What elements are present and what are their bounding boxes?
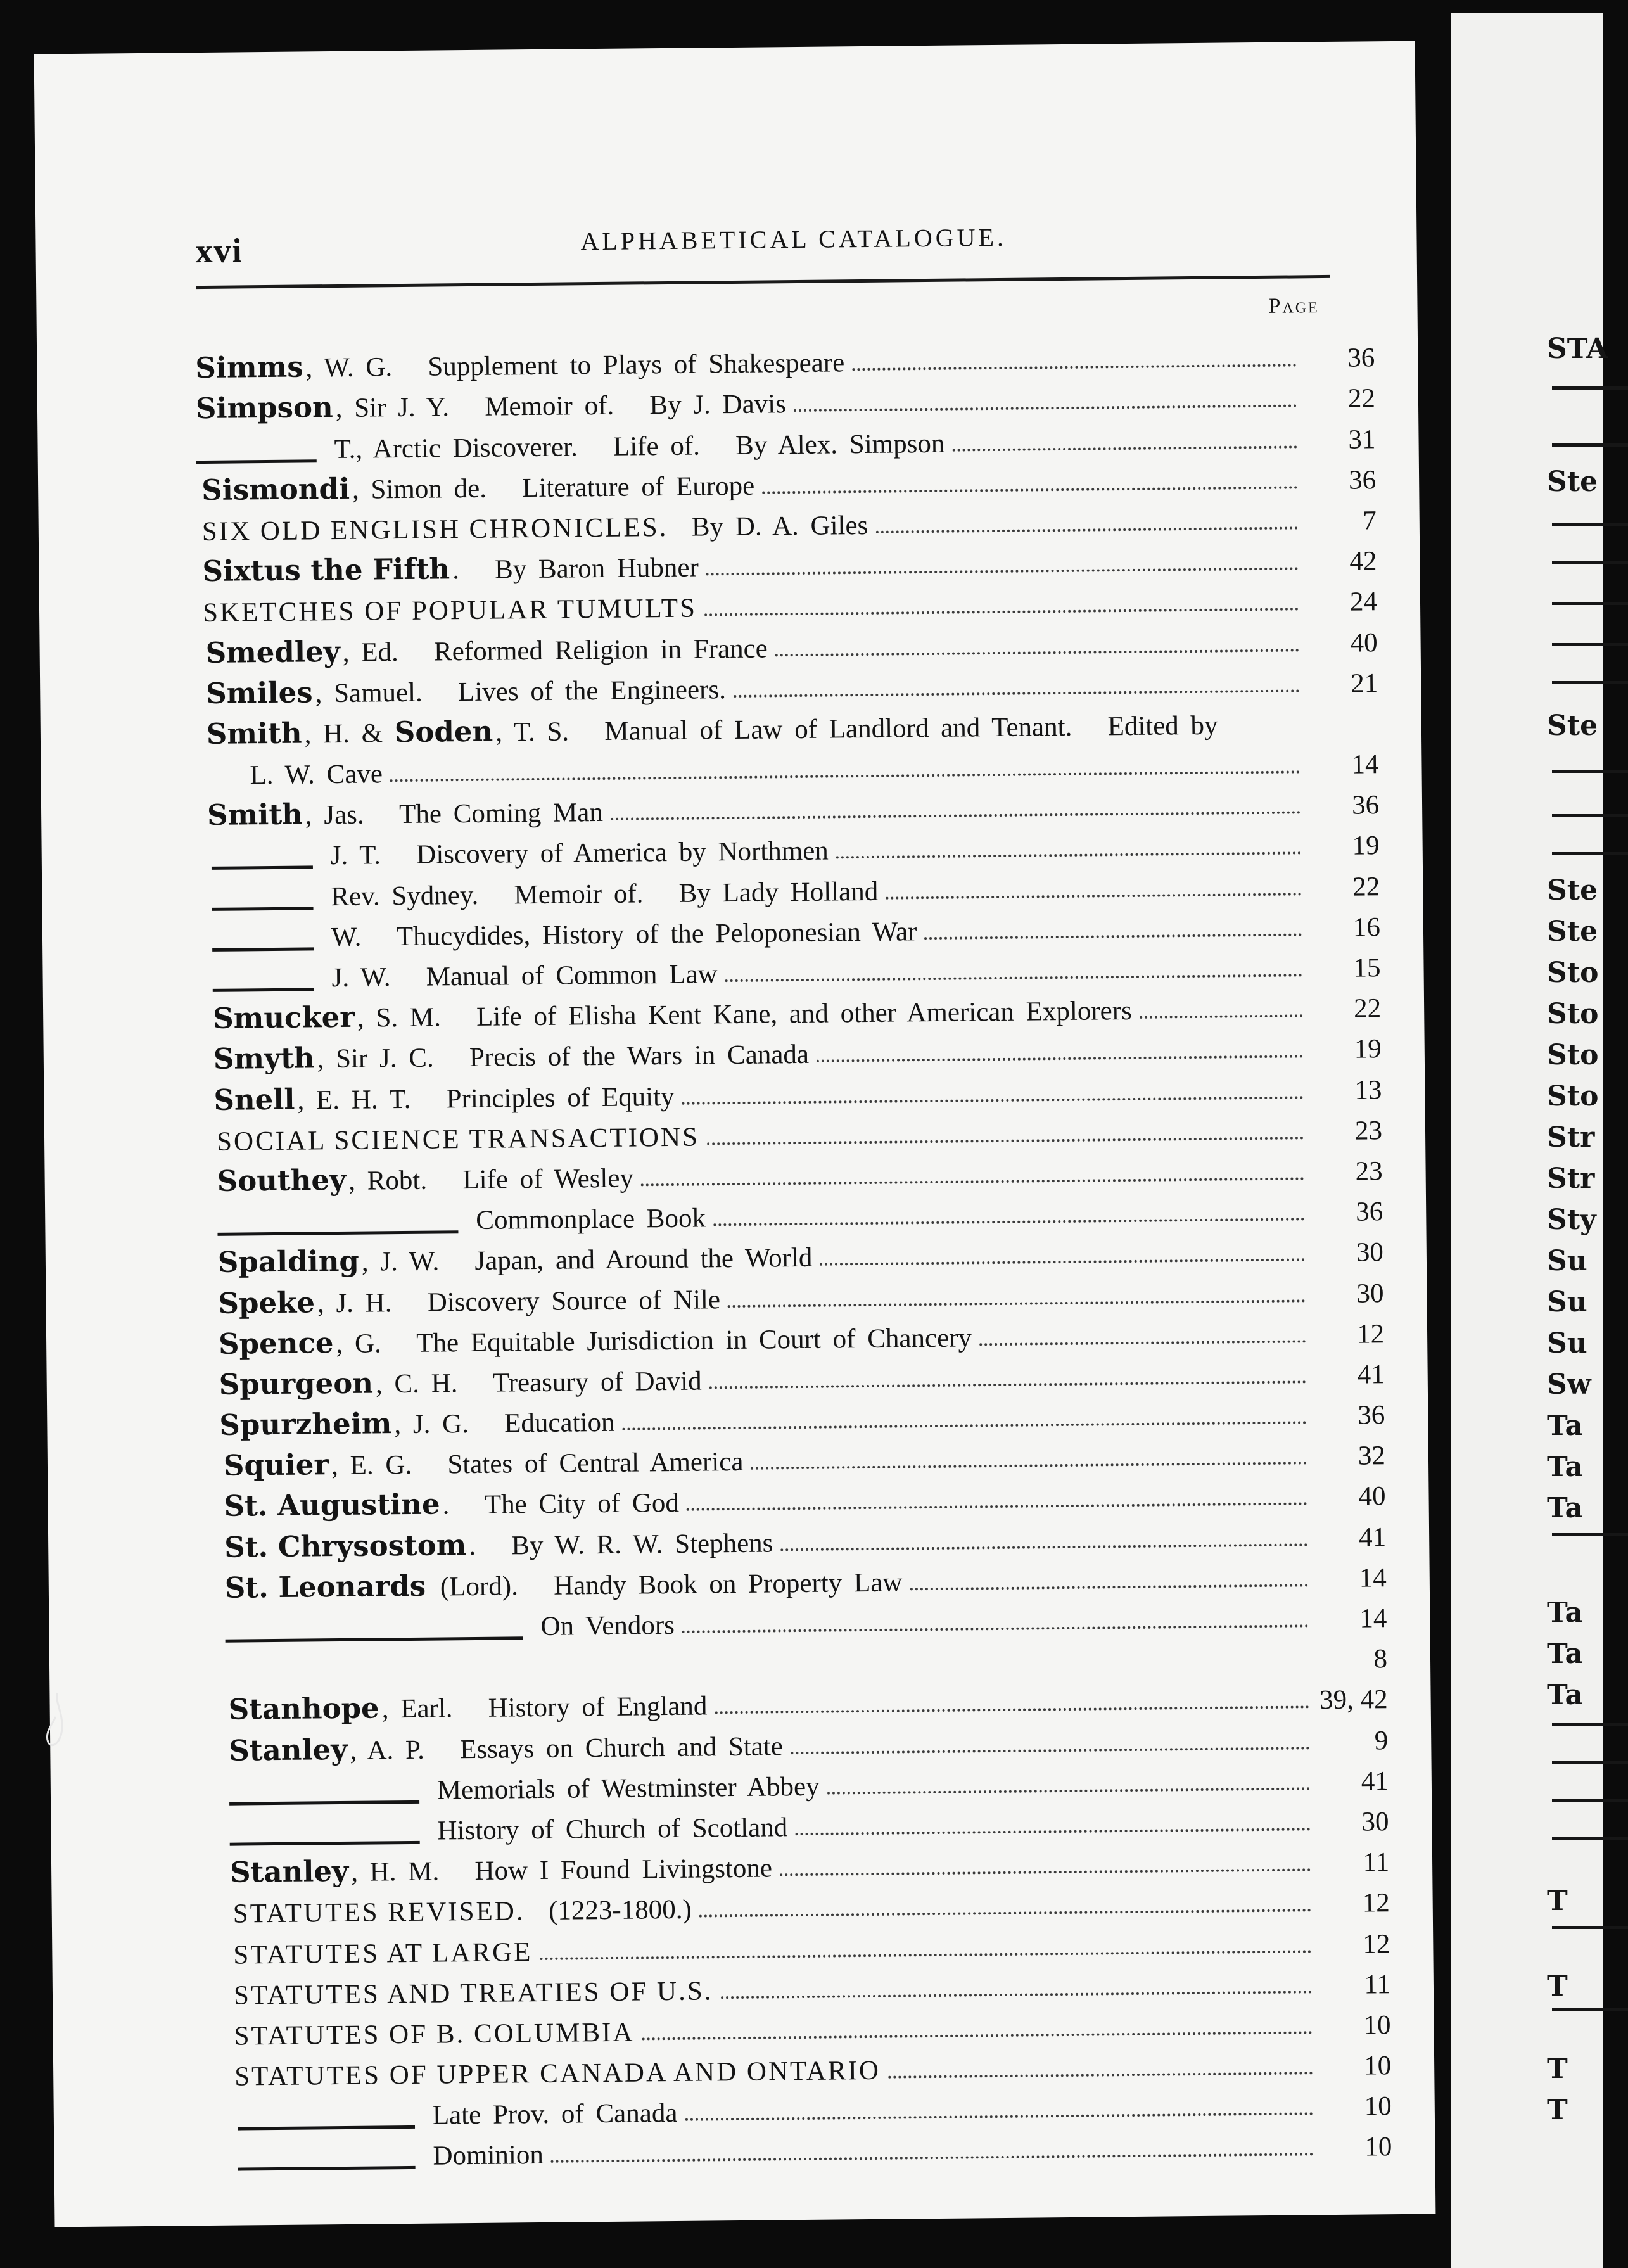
entry-text: , Samuel. Lives of the Engineers.	[315, 674, 727, 709]
entry-headword: Stanley	[229, 1854, 349, 1889]
dot-leader	[791, 1747, 1309, 1754]
adjacent-page-fragment: Sto	[1547, 1080, 1599, 1112]
entry-text: Commonplace Book	[476, 1203, 706, 1236]
ditto-rule	[238, 2166, 416, 2171]
entry-text: , Sir J. C. Precis of the Wars in Canada	[317, 1040, 810, 1074]
entry-text: By D. A. Giles	[668, 510, 868, 542]
dot-leader	[952, 445, 1297, 451]
adjacent-page-rule	[1552, 561, 1628, 564]
adjacent-page-fragment: Str	[1547, 1121, 1595, 1154]
dot-leader	[817, 1055, 1303, 1062]
adjacent-page-rule	[1552, 1837, 1628, 1840]
adjacent-page-fragment: Sw	[1547, 1368, 1591, 1401]
entry-headword: St. Chrysostom	[224, 1527, 467, 1564]
entry-text: , Simon de. Literature of Europe	[352, 471, 755, 505]
dot-leader	[715, 1706, 1309, 1714]
entry-text: , Robt. Life of Wesley	[348, 1163, 634, 1196]
dot-leader	[611, 812, 1300, 820]
entry-text: , E. G. States of Central America	[331, 1447, 744, 1481]
page-number: 31	[1348, 424, 1376, 455]
entry-title-caps: SKETCHES OF POPULAR TUMULTS	[202, 593, 697, 628]
pencil-mark-icon	[43, 1691, 67, 1755]
adjacent-page-rule	[1552, 1533, 1628, 1536]
ditto-rule	[229, 1800, 419, 1806]
dot-leader	[1140, 1015, 1302, 1019]
dot-leader	[820, 1259, 1305, 1266]
entry-text: Rev. Sydney. Memoir of. By Lady Holland	[331, 876, 879, 912]
entry-headword: Spurgeon	[219, 1366, 374, 1401]
page-number: 23	[1354, 1115, 1383, 1146]
entry-text: , C. H. Treasury of David	[375, 1366, 702, 1399]
entry-title-caps: STATUTES OF UPPER CANADA AND ONTARIO	[234, 2055, 881, 2092]
entry-headword: Simms	[195, 350, 303, 385]
entry-headword: Sismondi	[201, 471, 350, 507]
entry-text: , W. G. Supplement to Plays of Shakespeare	[305, 348, 845, 383]
entry-text: , J. G. Education	[394, 1407, 615, 1440]
adjacent-page-fragment: Ta	[1547, 1410, 1584, 1442]
page-number: 22	[1352, 871, 1380, 902]
adjacent-page-rule	[1552, 814, 1628, 817]
dot-leader	[704, 608, 1299, 616]
page-number: 41	[1361, 1766, 1389, 1797]
adjacent-page-rule	[1552, 770, 1628, 773]
dot-leader	[875, 526, 1298, 533]
entry-title-caps: SIX OLD ENGLISH CHRONICLES.	[201, 512, 668, 547]
ditto-rule	[212, 947, 314, 952]
page-number: 13	[1354, 1074, 1382, 1105]
entry-text: J. T. Discovery of America by Northmen	[330, 836, 829, 871]
page-number: 7	[1363, 506, 1377, 536]
adjacent-page-fragment: Su	[1547, 1327, 1587, 1360]
page-number: 40	[1350, 627, 1378, 658]
dot-leader	[979, 1340, 1306, 1346]
ditto-rule	[212, 907, 314, 911]
page-number: 41	[1357, 1360, 1385, 1390]
page-number: 22	[1353, 993, 1382, 1024]
dot-leader	[924, 933, 1302, 940]
adjacent-page-fragment: T	[1547, 2094, 1568, 2126]
page-number: 10	[1364, 2132, 1392, 2162]
page-number: 11	[1363, 1847, 1390, 1878]
running-head: ALPHABETICAL CATALOGUE.	[580, 222, 1007, 256]
entry-text: (1223-1800.)	[525, 1895, 692, 1927]
page-number: 23	[1355, 1156, 1383, 1187]
adjacent-page-strip	[1451, 13, 1608, 2268]
page-number: 11	[1364, 1969, 1391, 2000]
page-number: 24	[1349, 587, 1378, 617]
adjacent-page-rule	[1552, 1799, 1628, 1802]
adjacent-page-rule	[1552, 602, 1628, 605]
ditto-rule	[196, 459, 317, 464]
adjacent-page-fragment: Sto	[1547, 998, 1599, 1030]
entry-text: On Vendors	[540, 1610, 675, 1641]
entry-title-caps: STATUTES AT LARGE	[233, 1937, 533, 1970]
adjacent-page-fragment: Su	[1547, 1245, 1587, 1277]
ditto-rule	[226, 1636, 523, 1643]
adjacent-page-fragment: Ta	[1547, 1492, 1584, 1524]
dot-leader	[734, 689, 1299, 698]
dot-leader	[780, 1543, 1307, 1551]
catalogue-page	[34, 41, 1436, 2227]
page-number: 39, 42	[1319, 1685, 1388, 1716]
dot-leader	[707, 1137, 1304, 1145]
header-rule	[196, 275, 1330, 289]
ditto-rule	[230, 1841, 420, 1846]
entry-text: Dominion	[433, 2140, 544, 2172]
entry-text: , H. &	[304, 718, 395, 749]
entry-title-caps: STATUTES OF B. COLUMBIA	[234, 2017, 635, 2051]
page-number: 14	[1359, 1562, 1387, 1593]
page-number: 16	[1352, 912, 1381, 943]
entry-headword: Smith	[207, 797, 303, 832]
ditto-rule	[212, 866, 313, 870]
entry-text: Late Prov. of Canada	[432, 2098, 678, 2131]
entry-text: , Earl. History of England	[381, 1691, 708, 1724]
entry-text: . The City of God	[442, 1488, 680, 1520]
entry-text: . By Baron Hubner	[452, 552, 699, 585]
adjacent-page-rule	[1552, 2008, 1628, 2011]
page-number: 32	[1358, 1441, 1386, 1471]
page-number: 15	[1353, 953, 1381, 983]
entry-headword: Smyth	[213, 1041, 315, 1076]
adjacent-page-rule	[1552, 1761, 1628, 1764]
page-number: 42	[1349, 546, 1377, 577]
page-number: 41	[1358, 1522, 1387, 1553]
dot-leader	[685, 2113, 1313, 2122]
page-number: 10	[1363, 2051, 1392, 2081]
dot-leader	[682, 1624, 1309, 1633]
dot-leader	[751, 1462, 1307, 1470]
dot-leader	[623, 1421, 1307, 1430]
dot-leader	[852, 364, 1296, 371]
entry-headword: Spence	[218, 1325, 334, 1361]
entry-headword: Simpson	[195, 390, 333, 426]
entry-text: , E. H. T. Principles of Equity	[297, 1081, 675, 1116]
dot-leader	[709, 1380, 1306, 1389]
adjacent-page-fragment: Ta	[1547, 1679, 1584, 1711]
adjacent-page-rule	[1552, 386, 1628, 390]
page-number: 36	[1356, 1197, 1383, 1227]
dot-leader	[794, 405, 1297, 412]
adjacent-page-rule	[1552, 852, 1628, 855]
adjacent-page-rule	[1552, 1723, 1628, 1726]
page-number: 9	[1374, 1725, 1389, 1755]
dot-leader	[390, 770, 1300, 782]
adjacent-page-fragment: T	[1547, 1885, 1568, 1917]
page-number: 36	[1347, 343, 1375, 373]
entry-headword: Spurzheim	[219, 1406, 392, 1442]
dot-leader	[540, 1950, 1311, 1960]
dot-leader	[910, 1584, 1307, 1590]
adjacent-page-fragment: Sto	[1547, 957, 1599, 989]
entry-text: , A. P. Essays on Church and State	[350, 1731, 784, 1766]
adjacent-page-fragment: Ta	[1547, 1451, 1584, 1483]
adjacent-page-fragment: STA	[1547, 333, 1608, 365]
entry-headword: Smucker	[212, 1000, 355, 1036]
entry-headword: St. Leonards	[224, 1569, 426, 1605]
page-number: 19	[1352, 831, 1380, 862]
entry-headword: Southey	[217, 1163, 347, 1198]
page-number: 30	[1356, 1237, 1384, 1268]
page-number: 40	[1358, 1481, 1386, 1512]
ditto-rule	[213, 988, 314, 992]
adjacent-page-fragment: Ste	[1547, 466, 1598, 498]
entry-headword: Squier	[223, 1448, 329, 1483]
entry-text: . By W. R. W. Stephens	[469, 1528, 773, 1561]
adjacent-page-fragment: Ste	[1547, 915, 1598, 948]
entry-text: , Ed. Reformed Religion in France	[342, 633, 768, 668]
page-number: 14	[1359, 1603, 1387, 1634]
entry-text: History of Church of Scotland	[437, 1812, 788, 1846]
dot-leader	[780, 1868, 1311, 1876]
adjacent-page-fragment: Sto	[1547, 1039, 1599, 1071]
page-number: 12	[1363, 1928, 1390, 1959]
page-number: 21	[1350, 668, 1378, 699]
page-number: 12	[1356, 1318, 1385, 1349]
entry-text: W. Thucydides, History of the Peloponesian War	[331, 917, 917, 952]
entry-headword: Smedley	[205, 634, 341, 670]
entry-headword: Stanley	[229, 1732, 348, 1768]
dot-leader	[642, 2031, 1312, 2040]
adjacent-page-rule	[1552, 1926, 1628, 1929]
entry-text: , Jas. The Coming Man	[305, 798, 604, 831]
page-number: 30	[1361, 1807, 1389, 1837]
dot-leader	[728, 1299, 1306, 1308]
entry-text: , Sir J. Y. Memoir of. By J. Davis	[335, 389, 787, 424]
dot-leader	[706, 568, 1299, 576]
entry-headword: Spalding	[217, 1244, 360, 1280]
page-number: 10	[1364, 2091, 1392, 2122]
entry-text: T., Arctic Discoverer. Life of. By Alex. Simpson	[334, 428, 945, 464]
dot-leader	[888, 2072, 1313, 2078]
dot-leader	[725, 974, 1302, 982]
folio: xvi	[195, 231, 243, 271]
entry-text: L. W. Cave	[250, 759, 383, 791]
entry-title-caps: STATUTES REVISED.	[232, 1896, 525, 1929]
entry-title-caps: SOCIAL SCIENCE TRANSACTIONS	[216, 1122, 700, 1157]
page-number: 30	[1356, 1278, 1384, 1309]
page-number: 36	[1351, 790, 1380, 820]
entry-text: , S. M. Life of Elisha Kent Kane, and other American Explorers	[357, 996, 1133, 1033]
adjacent-page-rule	[1552, 643, 1628, 646]
entry-headword: Soden	[394, 714, 493, 749]
page-number: 14	[1351, 749, 1379, 780]
entry-text: Memorials of Westminster Abbey	[436, 1771, 820, 1806]
page-number: 19	[1354, 1034, 1382, 1064]
dot-leader	[721, 1991, 1312, 1999]
entry-title-caps: STATUTES AND TREATIES OF U.S.	[233, 1976, 713, 2011]
page-number: 22	[1347, 383, 1376, 414]
entry-text: , J. W. Japan, and Around the World	[361, 1243, 813, 1277]
adjacent-page-fragment: Ste	[1547, 710, 1598, 742]
ditto-rule	[217, 1230, 458, 1236]
dot-leader	[687, 1503, 1307, 1511]
page-number: 36	[1348, 464, 1377, 495]
dot-leader	[699, 1909, 1311, 1918]
adjacent-page-fragment: Sty	[1547, 1204, 1596, 1236]
entry-text: J. W. Manual of Common Law	[331, 959, 718, 993]
page-number: 12	[1362, 1888, 1390, 1918]
dot-leader	[713, 1218, 1304, 1226]
entry-text: , H. M. How I Found Livingstone	[350, 1853, 773, 1887]
dot-leader	[551, 2153, 1314, 2163]
entry-headword: Stanhope	[228, 1691, 379, 1727]
adjacent-page-rule	[1552, 443, 1628, 447]
entry-text: (Lord). Handy Book on Property Law	[428, 1567, 903, 1602]
dot-leader	[827, 1787, 1310, 1794]
dot-leader	[775, 649, 1299, 656]
adjacent-page-fragment: T	[1547, 2053, 1568, 2085]
adjacent-page-fragment: Str	[1547, 1163, 1595, 1195]
page-number: 36	[1358, 1400, 1385, 1430]
entry-headword: Smiles	[206, 675, 313, 710]
dot-leader	[641, 1177, 1304, 1186]
dot-leader	[682, 1096, 1304, 1104]
entry-headword: Sixtus the Fifth	[202, 552, 450, 589]
adjacent-page-fragment: Ta	[1547, 1638, 1584, 1670]
page-column-label: Page	[1268, 294, 1320, 318]
entry-text: , T. S. Manual of Law of Landlord and Tenant. Edited by	[495, 710, 1218, 748]
entry-headword: St. Augustine	[224, 1487, 440, 1524]
page-number: 10	[1363, 2010, 1391, 2041]
entry-text: , J. H. Discovery Source of Nile	[317, 1284, 721, 1318]
entry-headword: Snell	[213, 1082, 295, 1117]
adjacent-page-fragment: T	[1547, 1970, 1568, 2003]
dot-leader	[795, 1828, 1310, 1835]
entry-headword: Smith	[206, 716, 302, 751]
dot-leader	[886, 893, 1301, 899]
adjacent-page-fragment: Ta	[1547, 1596, 1584, 1629]
adjacent-page-rule	[1552, 523, 1628, 526]
adjacent-page-rule	[1552, 681, 1628, 684]
entry-text: , G. The Equitable Jurisdiction in Court of Chancery	[336, 1323, 972, 1359]
catalogue-entries	[195, 333, 1404, 2174]
page-number: 8	[1373, 1644, 1388, 1674]
ditto-rule	[238, 2125, 415, 2131]
dot-leader	[836, 852, 1301, 859]
dot-leader	[762, 486, 1297, 494]
adjacent-page-fragment: Su	[1547, 1286, 1587, 1318]
entry-headword: Speke	[218, 1285, 315, 1320]
adjacent-page-fragment: Ste	[1547, 874, 1598, 907]
